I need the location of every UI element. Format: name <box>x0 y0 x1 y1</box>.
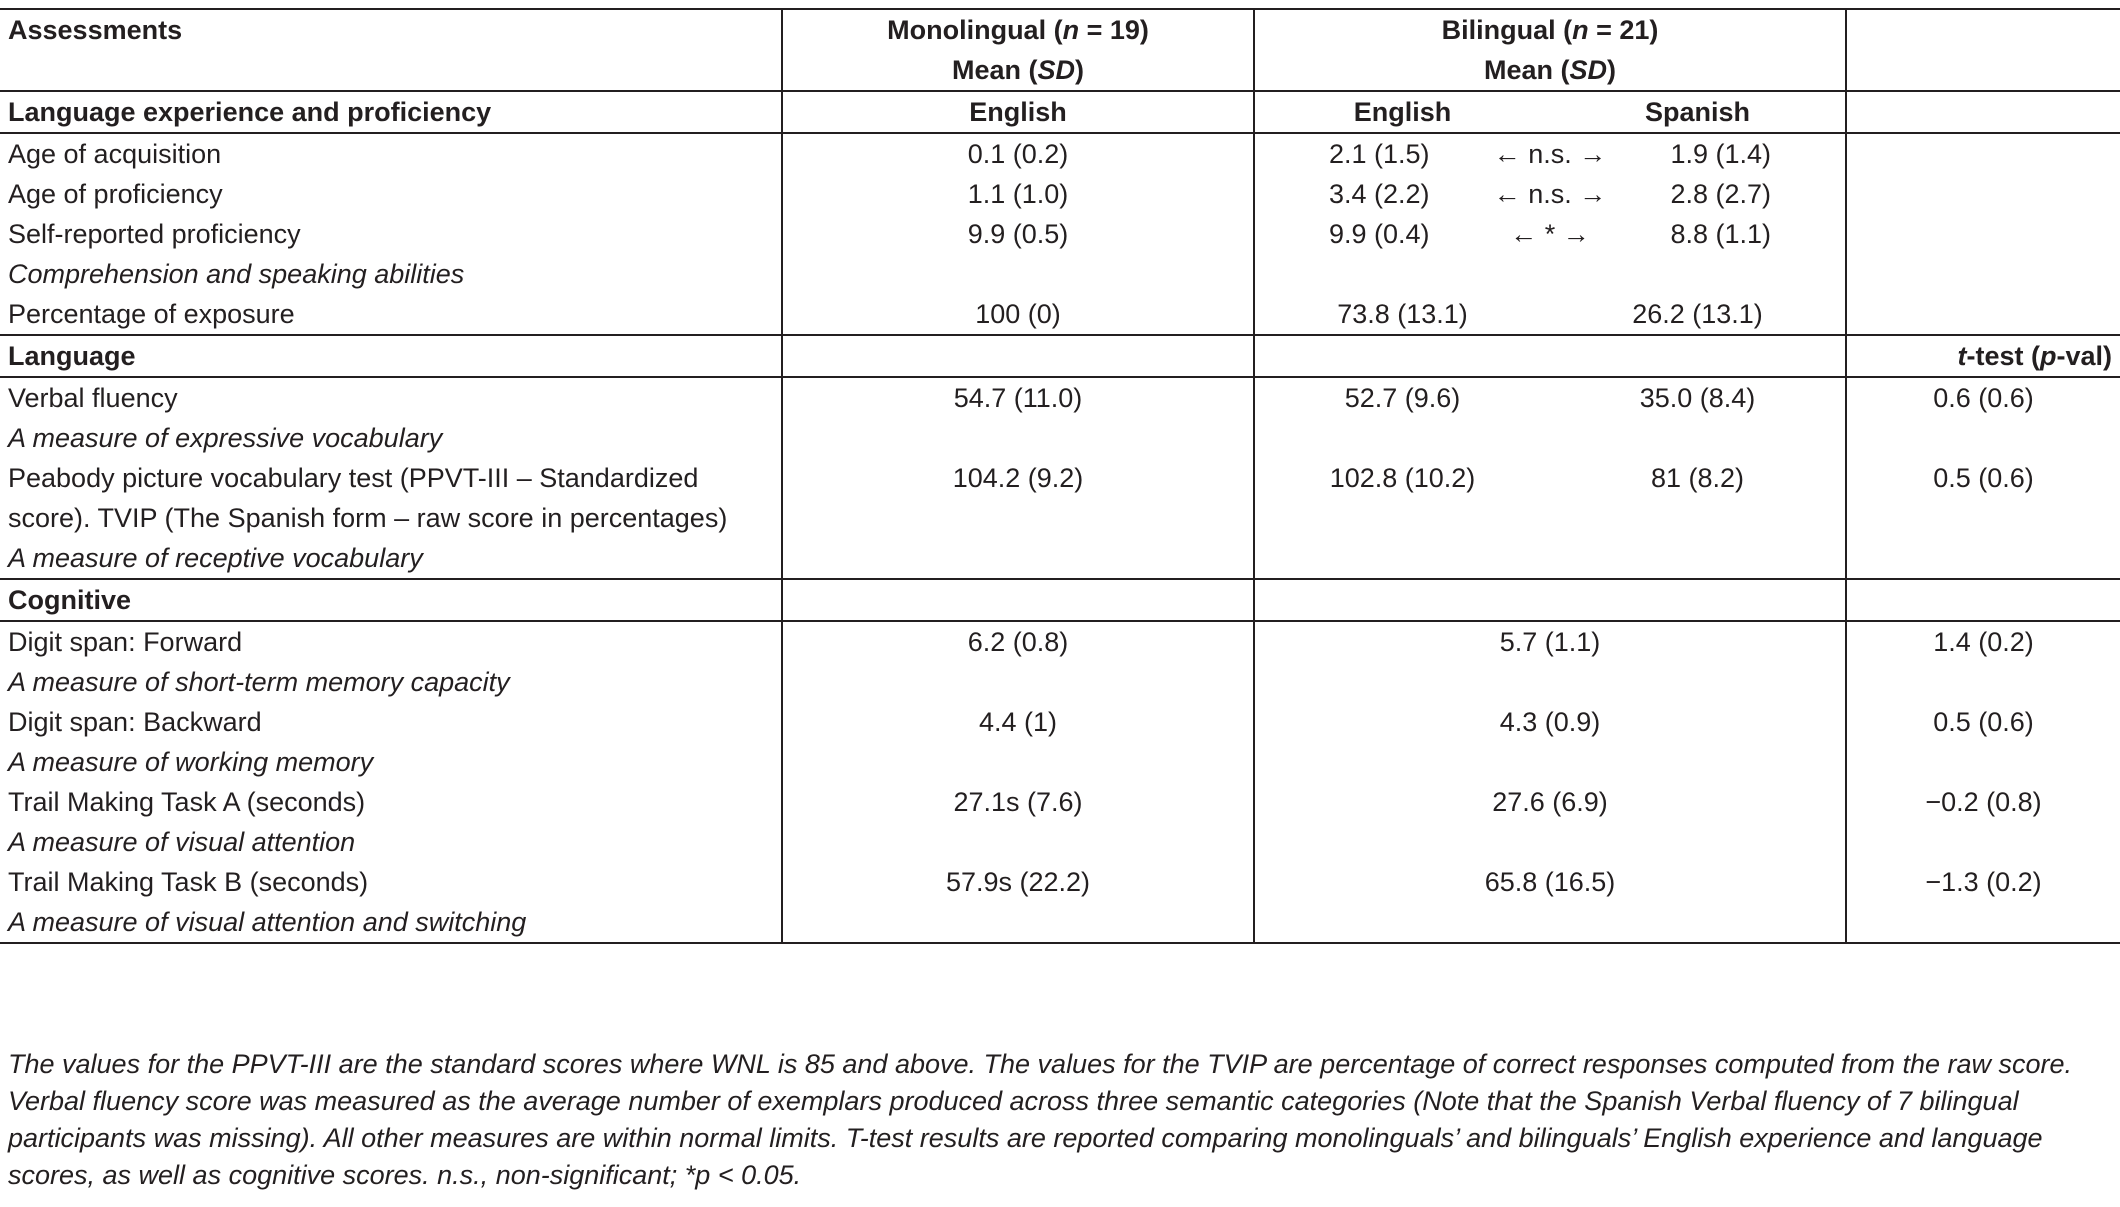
row-sublabel: A measure of receptive vocabulary <box>8 543 423 573</box>
row-label-cell <box>0 458 782 579</box>
bi-values <box>1263 174 1837 214</box>
bi-spanish-value: 81 (8.2) <box>1650 463 1745 493</box>
bi-english-value: 102.8 (10.2) <box>1254 458 1550 579</box>
row-label-cell <box>0 782 782 862</box>
col-bi-spanish: Spanish <box>1550 91 1846 133</box>
row-label: Digit span: Backward <box>8 707 262 737</box>
header-bi-mean: Mean (SD) <box>1254 50 1846 91</box>
significance-arrow: ← n.s. → <box>1493 179 1607 209</box>
mono-value: 54.7 (11.0) <box>782 377 1254 458</box>
header-row-groups <box>0 9 2120 50</box>
row-label: Digit span: Forward <box>8 627 243 657</box>
mono-value: 6.2 (0.8) <box>782 621 1254 702</box>
table-row <box>0 702 2120 782</box>
row-sublabel: Comprehension and speaking abilities <box>8 259 465 289</box>
ttest-value: 0.6 (0.6) <box>1846 377 2120 458</box>
assessment-table <box>0 8 2120 944</box>
table-row <box>0 862 2120 943</box>
mono-value: 104.2 (9.2) <box>782 458 1254 579</box>
row-label: Age of acquisition <box>0 133 782 174</box>
bi-value: 5.7 (1.1) <box>1254 621 1846 702</box>
bi-value: 4.3 (0.9) <box>1254 702 1846 782</box>
significance-arrow: ← * → <box>1510 219 1590 249</box>
header-empty <box>1846 9 2120 50</box>
row-sublabel: A measure of expressive vocabulary <box>8 423 443 453</box>
table-row <box>0 174 2120 214</box>
bi-spanish-value: 2.8 (2.7) <box>1670 179 1772 209</box>
table-footnote: The values for the PPVT-III are the standard scores where WNL is 85 and above. The values for the TVIP are percentage of correct responses computed from the raw score. Verbal fluency score was measured as the average number of exemplars produced across three semantic categories (Note that the Spanish Verbal fluency of 7 bilingual participants was missing). All other measures are within normal limits. T-test results are reported comparing monolinguals’ and bilinguals’ English experience and language scores, as well as cognitive scores. n.s., non-significant; *p < 0.05. <box>8 1049 2073 1190</box>
row-label-cell <box>0 377 782 458</box>
row-label: Verbal fluency <box>8 383 178 413</box>
bi-spanish-value: 8.8 (1.1) <box>1670 219 1772 249</box>
table-row <box>0 621 2120 702</box>
row-label-line1: Peabody picture vocabulary test (PPVT-III – Standardized <box>8 463 699 493</box>
row-label-cell <box>0 214 782 294</box>
section-row-language <box>0 335 2120 377</box>
header-mono-mean: Mean (SD) <box>782 50 1254 91</box>
mono-value: 4.4 (1) <box>782 702 1254 782</box>
mono-value: 1.1 (1.0) <box>782 174 1254 214</box>
header-monolingual: Monolingual (n = 19) <box>782 9 1254 50</box>
bi-values <box>1263 134 1837 174</box>
mono-value: 0.1 (0.2) <box>782 133 1254 174</box>
table-row <box>0 214 2120 294</box>
significance-arrow: ← n.s. → <box>1493 139 1607 169</box>
mono-value: 27.1s (7.6) <box>782 782 1254 862</box>
bi-spanish-value: 35.0 (8.4) <box>1550 377 1846 458</box>
section-row-cognitive <box>0 579 2120 621</box>
row-label: Trail Making Task B (seconds) <box>8 867 369 897</box>
row-label: Self-reported proficiency <box>8 219 301 249</box>
row-label: Percentage of exposure <box>8 299 295 329</box>
row-sublabel: A measure of visual attention <box>8 827 356 857</box>
row-sublabel: A measure of working memory <box>8 747 374 777</box>
bi-value: 65.8 (16.5) <box>1254 862 1846 943</box>
ttest-value: 1.4 (0.2) <box>1846 621 2120 702</box>
bi-english-value: 52.7 (9.6) <box>1254 377 1550 458</box>
ttest-value: −0.2 (0.8) <box>1846 782 2120 862</box>
ttest-value: −1.3 (0.2) <box>1846 862 2120 943</box>
col-mono-english: English <box>782 91 1254 133</box>
row-label: Age of proficiency <box>8 179 223 209</box>
table-row <box>0 294 2120 335</box>
row-label-cell <box>0 702 782 782</box>
header-bilingual: Bilingual (n = 21) <box>1254 9 1846 50</box>
ttest-value: 0.5 (0.6) <box>1846 702 2120 782</box>
row-label-cell <box>0 621 782 702</box>
table-row <box>0 458 2120 579</box>
section-title-cognitive: Cognitive <box>0 579 782 621</box>
bi-value: 27.6 (6.9) <box>1254 782 1846 862</box>
table-row <box>0 377 2120 458</box>
header-row-mean <box>0 50 2120 91</box>
bi-values <box>1263 214 1837 254</box>
bi-english-value: 73.8 (13.1) <box>1254 294 1550 335</box>
bi-spanish-value: 1.9 (1.4) <box>1670 139 1772 169</box>
bi-english-value: 2.1 (1.5) <box>1328 139 1430 169</box>
row-sublabel: A measure of visual attention and switching <box>8 907 527 937</box>
section-title-language: Language <box>0 335 782 377</box>
row-label-line2: score). TVIP (The Spanish form – raw score in percentages) <box>8 503 728 533</box>
section-row-lang-exp <box>0 91 2120 133</box>
table-container <box>0 8 2120 944</box>
row-sublabel: A measure of short-term memory capacity <box>8 667 510 697</box>
col-bi-english: English <box>1254 91 1550 133</box>
header-ttest: t-test (p-val) <box>1846 335 2120 377</box>
header-assessments: Assessments <box>0 9 782 50</box>
section-title-lang-exp: Language experience and proficiency <box>0 91 782 133</box>
mono-value: 57.9s (22.2) <box>782 862 1254 943</box>
table-row <box>0 782 2120 862</box>
mono-value: 100 (0) <box>782 294 1254 335</box>
row-label: Trail Making Task A (seconds) <box>8 787 366 817</box>
bi-spanish-value: 26.2 (13.1) <box>1632 299 1763 329</box>
bi-english-value: 9.9 (0.4) <box>1328 219 1430 249</box>
bi-english-value: 3.4 (2.2) <box>1328 179 1430 209</box>
row-label-cell <box>0 862 782 943</box>
table-row <box>0 133 2120 174</box>
mono-value: 9.9 (0.5) <box>782 214 1254 294</box>
ttest-value: 0.5 (0.6) <box>1846 458 2120 579</box>
